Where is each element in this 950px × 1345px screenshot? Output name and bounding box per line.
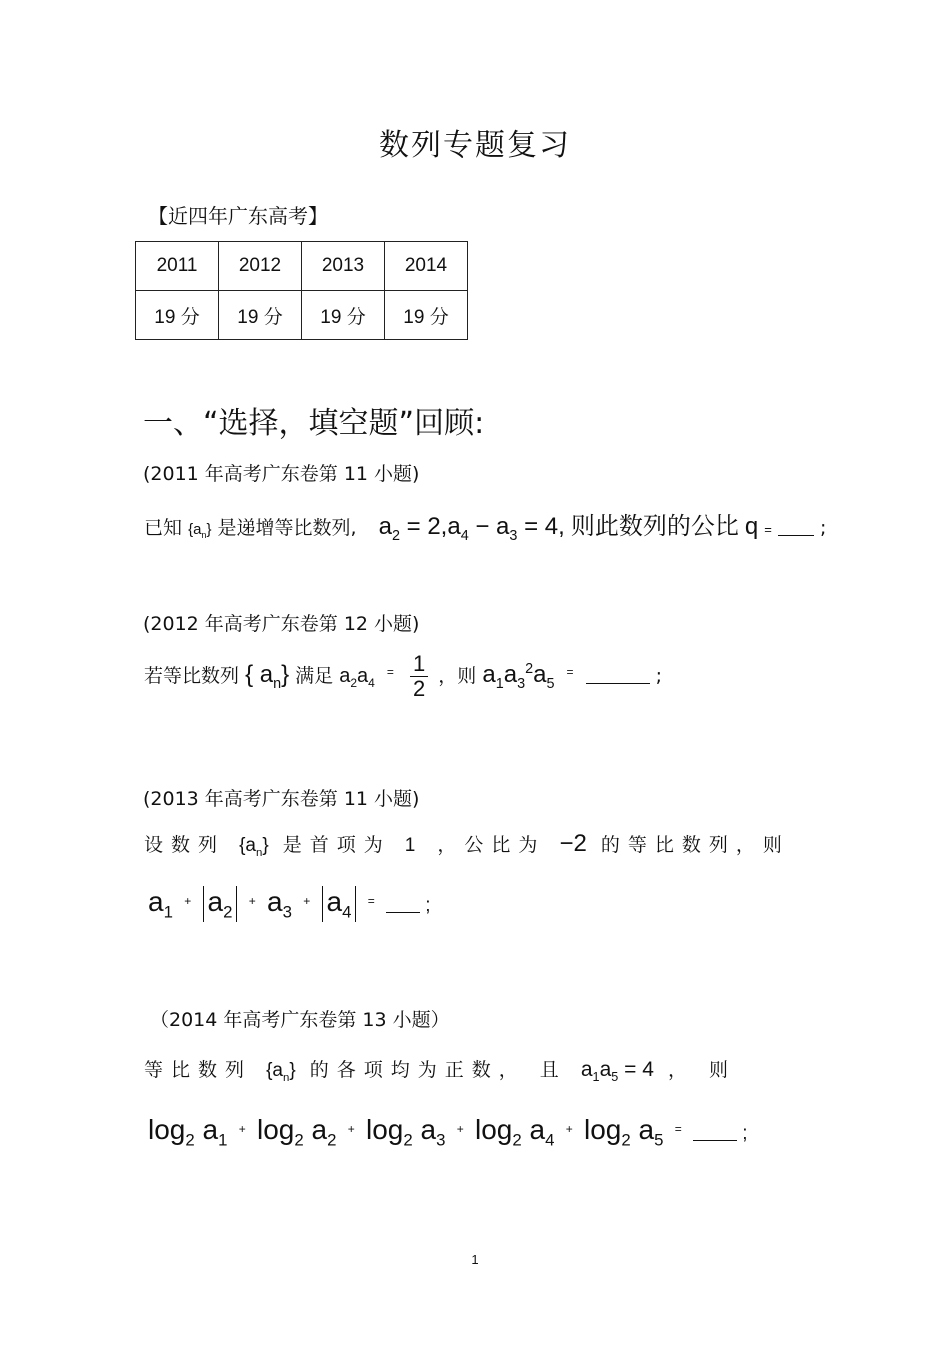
problem-source-2013: (2013 年高考广东卷第 11 小题) xyxy=(143,788,420,810)
expression-2014 xyxy=(148,1114,748,1151)
table-cell-year: 2011 xyxy=(136,242,219,291)
product-expression: $a_2a_4$ xyxy=(339,665,375,691)
problem-text-2014 xyxy=(144,1055,736,1084)
problem-text: 若等比数列 xyxy=(144,665,240,688)
sequence-symbol: { $a_n$} xyxy=(245,661,290,692)
page-number: 1 xyxy=(471,1252,479,1267)
answer-blank xyxy=(386,912,420,913)
abs-term-a4: $a_4$ xyxy=(322,886,357,922)
table-cell-year: 2014 xyxy=(385,242,468,291)
plus-sign: + xyxy=(565,1122,573,1136)
term-a3: $a_3$ xyxy=(267,886,292,922)
section-label: 【近四年广东高考】 xyxy=(148,204,328,228)
plus-sign: + xyxy=(248,894,256,908)
semicolon: ; xyxy=(425,895,431,916)
plus-sign: + xyxy=(238,1122,246,1136)
equals-sign: = xyxy=(764,522,772,537)
problem-text-2012 xyxy=(144,652,662,701)
plus-sign: + xyxy=(303,894,311,908)
term-a1: $a_1$ xyxy=(148,886,173,922)
problem-text: 满足 xyxy=(295,665,334,688)
problem-text: 设数列 xyxy=(144,834,226,856)
log-term-5: $\log_2 a_5$ xyxy=(584,1114,664,1150)
problem-text: ，公比为 xyxy=(437,834,546,856)
answer-blank xyxy=(693,1140,737,1141)
table-cell-score: 19 分 xyxy=(385,291,468,340)
common-ratio: −2 xyxy=(559,830,587,857)
page-title: 数列专题复习 xyxy=(379,128,571,163)
table-row xyxy=(136,242,468,291)
problem-source-2011: (2011 年高考广东卷第 11 小题) xyxy=(143,463,420,485)
sequence-symbol: $\{a_n\}$ xyxy=(188,521,212,540)
problem-source-2012: (2012 年高考广东卷第 12 小题) xyxy=(143,613,420,635)
problem-text-2011 xyxy=(144,506,826,544)
plus-sign: + xyxy=(184,894,192,908)
ratio-variable: q xyxy=(744,513,759,540)
sequence-symbol: $\{a_n\}$ xyxy=(266,1060,296,1084)
table-cell-score: 19 分 xyxy=(302,291,385,340)
equals-sign: = xyxy=(367,894,375,908)
problem-text: 且 xyxy=(539,1059,567,1081)
problem-source-2014: （2014 年高考广东卷第 13 小题） xyxy=(150,1009,450,1031)
problem-text: 则 xyxy=(709,1059,737,1081)
semicolon: ; xyxy=(819,517,827,539)
table-cell-year: 2012 xyxy=(219,242,302,291)
condition-expression: $a_1a_5 = 4$ xyxy=(580,1058,654,1085)
problem-text: ， xyxy=(667,1059,695,1081)
problem-text: 的等比数列，则 xyxy=(600,834,790,856)
equals-sign: = xyxy=(674,1122,682,1136)
equals-sign: = xyxy=(386,665,394,680)
problem-text: 则此数列的公比 xyxy=(570,512,739,540)
problem-text-2013 xyxy=(144,830,790,859)
answer-blank xyxy=(586,683,650,684)
fraction-one-half: $\frac{1}{2}$ xyxy=(410,652,428,701)
condition-expression: $a_2 = 2,a_4 - a_3 = 4$, xyxy=(378,513,565,544)
log-term-4: $\log_2 a_4$ xyxy=(475,1114,555,1150)
problem-text: 是递增等比数列, xyxy=(217,517,357,539)
semicolon: ; xyxy=(742,1123,748,1144)
table-cell-score: 19 分 xyxy=(219,291,302,340)
scores-table xyxy=(135,241,468,340)
table-cell-year: 2013 xyxy=(302,242,385,291)
problem-text: 等比数列 xyxy=(144,1059,253,1081)
abs-term-a2: $a_2$ xyxy=(203,886,238,922)
target-expression: $a_1a_3^2a_5$ xyxy=(482,661,555,692)
answer-blank xyxy=(778,535,814,536)
log-term-3: $\log_2 a_3$ xyxy=(366,1114,446,1150)
plus-sign: + xyxy=(456,1122,464,1136)
table-row xyxy=(136,291,468,340)
expression-2013 xyxy=(148,886,431,923)
problem-text: 的各项均为正数， xyxy=(309,1059,526,1081)
problem-text: ，则 xyxy=(438,665,477,688)
first-term: 1 xyxy=(404,835,424,856)
problem-text: 是首项为 xyxy=(282,834,391,856)
equals-sign: = xyxy=(566,665,574,680)
table-cell-score: 19 分 xyxy=(136,291,219,340)
sequence-symbol: $\{a_n\}$ xyxy=(239,835,269,859)
section-heading: 一、“选择，填空题”回顾: xyxy=(143,406,485,441)
log-term-2: $\log_2 a_2$ xyxy=(257,1114,337,1150)
log-term-1: $\log_2 a_1$ xyxy=(148,1114,228,1150)
plus-sign: + xyxy=(347,1122,355,1136)
problem-text: 已知 xyxy=(144,517,183,539)
semicolon: ; xyxy=(655,665,663,688)
